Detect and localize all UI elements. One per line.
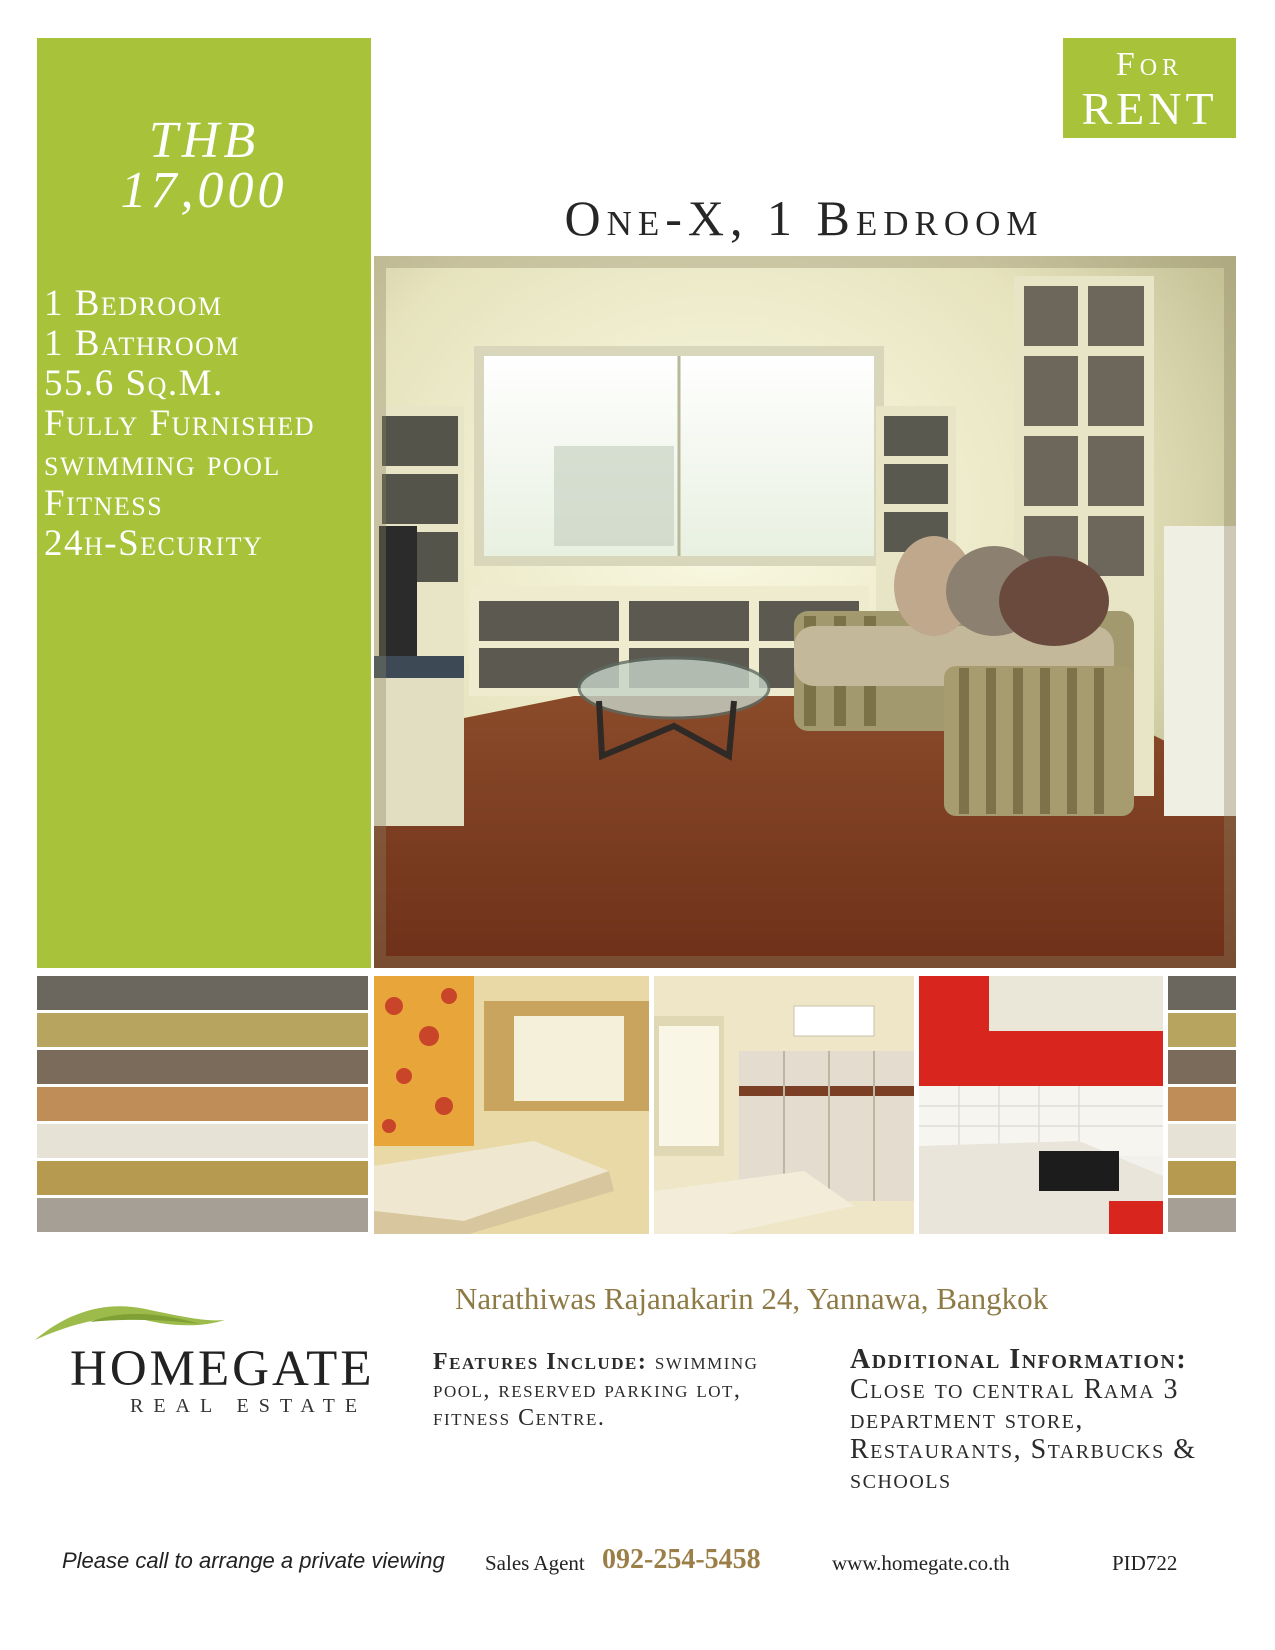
color-swatch (37, 1087, 368, 1121)
features-section (433, 1348, 823, 1432)
website-link[interactable]: www.homegate.co.th (832, 1551, 1010, 1575)
color-swatch (37, 1050, 368, 1084)
features-text: swimming pool, reserved parking lot, fitness Centre. (433, 1349, 759, 1431)
for-rent-badge (1063, 38, 1236, 138)
color-swatch (37, 1124, 368, 1158)
wardrobe-photo (654, 976, 914, 1234)
property-address: Narathiwas Rajanakarin 24, Yannawa, Bangkok (455, 1281, 1049, 1316)
color-swatch (1168, 1198, 1236, 1232)
additional-info-section (850, 1345, 1250, 1495)
price-panel (37, 38, 371, 968)
main-living-room-photo (374, 256, 1236, 968)
spec-item: 24h-Security (44, 523, 264, 564)
property-id: PID722 (1112, 1551, 1178, 1575)
price-amount: 17,000 (120, 162, 288, 219)
bedroom-photo (374, 976, 649, 1234)
specs-list (44, 284, 315, 564)
price (37, 112, 371, 219)
color-swatches-right (1168, 976, 1236, 1234)
color-swatch (1168, 1050, 1236, 1084)
viewing-cta: Please call to arrange a private viewing (62, 1548, 445, 1573)
spec-item: 1 Bathroom (44, 323, 240, 364)
for-rent-bottom: RENT (1081, 83, 1218, 134)
color-swatch (1168, 976, 1236, 1010)
contact-line (62, 1544, 1242, 1582)
additional-info-text: Close to central Rama 3 department store, Restaurants, Starbucks & schools (850, 1374, 1197, 1495)
color-swatches-left (37, 976, 368, 1234)
color-swatch (1168, 1161, 1236, 1195)
features-label: Features Include: (433, 1349, 648, 1375)
price-currency: THB (148, 112, 260, 169)
listing-title: One-X, 1 Bedroom (564, 190, 1044, 246)
color-swatch (37, 1161, 368, 1195)
logo-tagline: REAL ESTATE (130, 1395, 368, 1417)
spec-item: Fully Furnished (44, 403, 316, 444)
color-swatch (37, 1013, 368, 1047)
homegate-logo (30, 1290, 390, 1420)
spec-item: swimming pool (44, 443, 281, 484)
color-swatch (1168, 1087, 1236, 1121)
sales-agent-phone[interactable]: 092-254-5458 (602, 1544, 761, 1575)
color-swatch (1168, 1013, 1236, 1047)
for-rent-top: For (1115, 46, 1184, 83)
spec-item: 1 Bedroom (44, 283, 223, 324)
sales-agent-label: Sales Agent (485, 1551, 585, 1575)
color-swatch (1168, 1124, 1236, 1158)
logo-wordmark: HOMEGATE (70, 1341, 375, 1397)
color-swatch (37, 976, 368, 1010)
color-swatch (37, 1198, 368, 1232)
additional-info-label: Additional Information: (850, 1344, 1188, 1375)
spec-item: Fitness (44, 483, 164, 524)
spec-item: 55.6 Sq.M. (44, 363, 224, 404)
kitchen-photo (919, 976, 1163, 1234)
